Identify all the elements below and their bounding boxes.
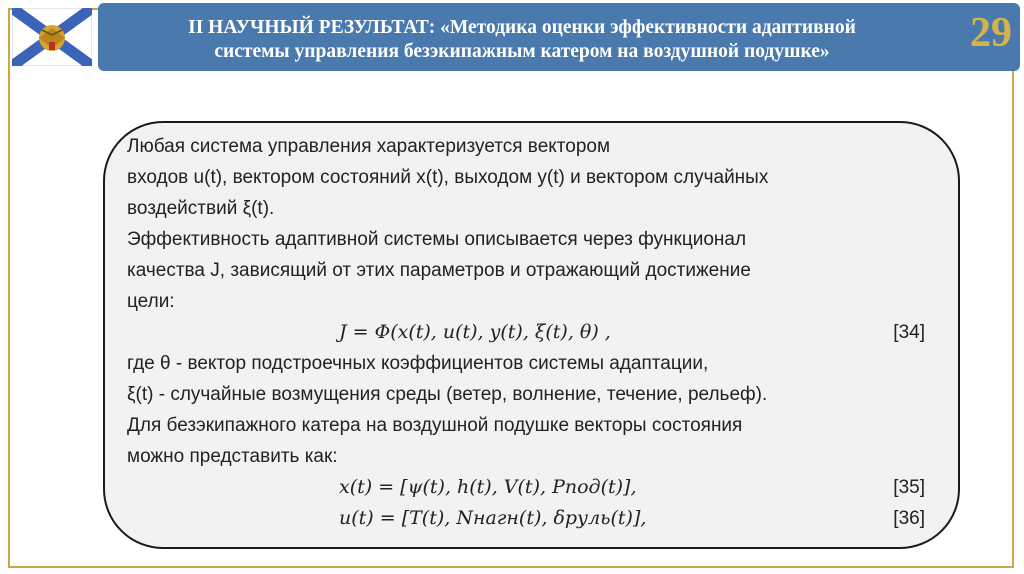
formula-expression: u(t) = [T(t), Nнагн(t), δруль(t)],	[339, 507, 647, 529]
paragraph-line: Любая система управления характеризуется вектором	[127, 136, 611, 157]
formula-reference: [35]	[893, 477, 925, 498]
paragraph-line: входов u(t), вектором состояний x(t), выходом y(t) и вектором случайных	[127, 167, 769, 188]
formula-35	[127, 472, 927, 503]
paragraph-line: можно представить как:	[127, 446, 338, 467]
content-text	[127, 131, 927, 534]
formula-expression: J = Φ(x(t), u(t), y(t), ξ(t), θ) ,	[339, 321, 611, 343]
page-number: 29	[970, 10, 1012, 56]
naval-ensign-flag-icon	[12, 8, 92, 66]
slide-title-line-1: II НАУЧНЫЙ РЕЗУЛЬТАТ: «Методика оценки эффективности адаптивной	[188, 17, 856, 38]
formula-expression: x(t) = [ψ(t), h(t), V(t), Pпод(t)],	[339, 476, 637, 498]
paragraph-line: качества J, зависящий от этих параметров и отражающий достижение	[127, 260, 751, 281]
paragraph-line: ξ(t) - случайные возмущения среды (ветер, волнение, течение, рельеф).	[127, 384, 768, 405]
formula-34	[127, 317, 927, 348]
paragraph-line: воздействий ξ(t).	[127, 198, 275, 219]
paragraph-line: Эффективность адаптивной системы описывается через функционал	[127, 229, 747, 250]
paragraph-line: цели:	[127, 291, 175, 312]
formula-reference: [34]	[893, 322, 925, 343]
paragraph-line: Для безэкипажного катера на воздушной подушке векторы состояния	[127, 415, 743, 436]
formula-36	[127, 503, 927, 534]
formula-reference: [36]	[893, 508, 925, 529]
paragraph-line: где θ - вектор подстроечных коэффициентов системы адаптации,	[127, 353, 709, 374]
slide-title-line-2: системы управления безэкипажным катером на воздушной подушке»	[214, 41, 830, 62]
title-banner	[98, 3, 1020, 71]
slide-title	[112, 16, 932, 64]
